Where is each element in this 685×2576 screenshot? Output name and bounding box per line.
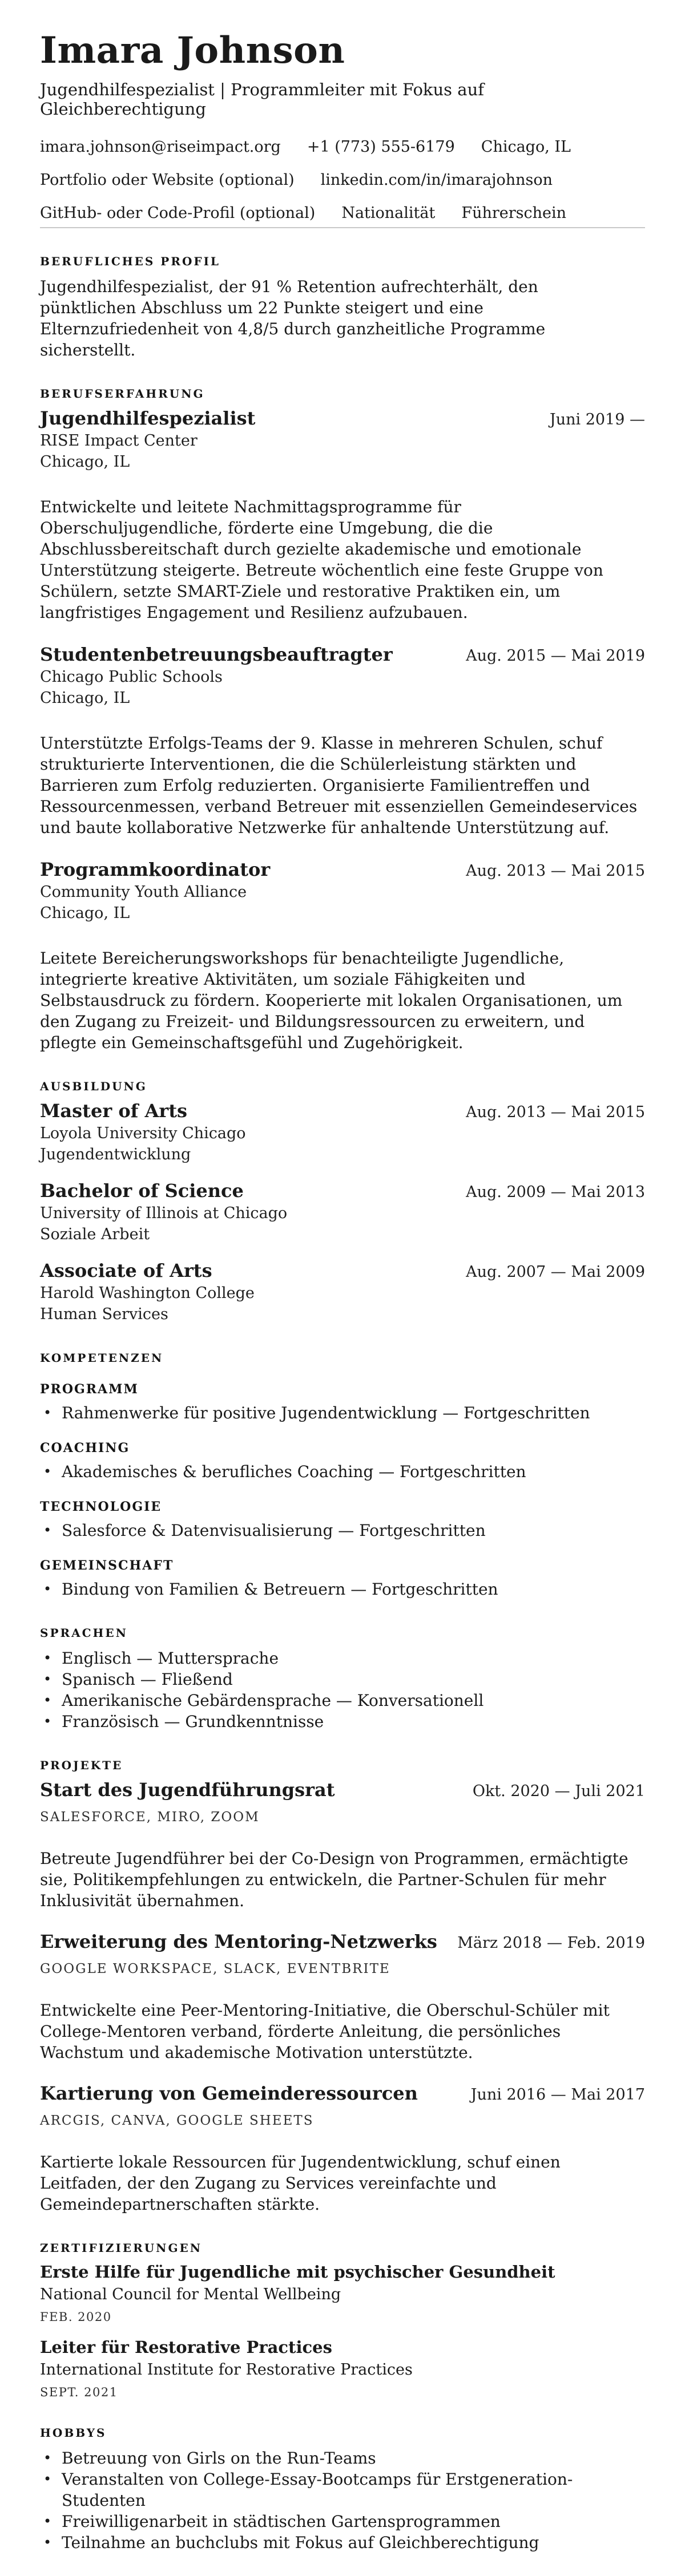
- contact-nationality: Nationalität: [341, 204, 436, 222]
- skill-group-name: COACHING: [40, 1441, 130, 1455]
- skill-group-name: PROGRAMM: [40, 1382, 139, 1397]
- skill-item: • Rahmenwerke für positive Jugendentwicklung — Fortgeschritten: [40, 1402, 645, 1424]
- certification-entry: [40, 2262, 645, 2324]
- education-entry-head: [40, 1180, 645, 1203]
- contact-github: GitHub- oder Code-Profil (optional): [40, 204, 316, 222]
- job-location: Chicago, IL: [40, 453, 130, 471]
- skill-group-list: [40, 1520, 645, 1541]
- certification-org: International Institute for Restorative Practices: [40, 2361, 413, 2379]
- job-company: Chicago Public Schools: [40, 668, 223, 686]
- profile-heading: BERUFLICHES PROFIL: [40, 254, 220, 268]
- job-description: Entwickelte und leitete Nachmittagsprogramme für Oberschuljugendliche, förderte eine Umgebung, die die Abschlussbereitschaft durch gezielte akademische und emotionale Unterstützung steigerte. Betreute wöchentlich eine feste Gruppe von Schülern, setzte SMART-Ziele und restorative Praktiken ein, um langfristiges Engagement und Resilienz aufzubauen.: [40, 498, 603, 622]
- hobbies-heading: HOBBYS: [40, 2426, 107, 2440]
- project-tools: GOOGLE WORKSPACE, SLACK, EVENTBRITE: [40, 1962, 390, 1976]
- degree-dates: Aug. 2009 — Mai 2013: [466, 1183, 645, 1201]
- contact-phone: +1 (773) 555-6179: [307, 138, 455, 156]
- certifications-heading: ZERTIFIZIERUNGEN: [40, 2241, 203, 2255]
- degree-title: Master of Arts: [40, 1100, 188, 1122]
- languages-heading: SPRACHEN: [40, 1626, 128, 1640]
- education-entry-head: [40, 1100, 645, 1123]
- contact-email: imara.johnson@riseimpact.org: [40, 138, 281, 156]
- person-headline: Jugendhilfespezialist | Programmleiter mit Fokus auf Gleichberechtigung: [40, 80, 484, 119]
- degree-field: Human Services: [40, 1305, 168, 1323]
- project-entry: [40, 1931, 645, 2063]
- project-title: Kartierung von Gemeinderessourcen: [40, 2082, 418, 2104]
- contact-drivers-license: Führerschein: [461, 204, 567, 222]
- project-tools: SALESFORCE, MIRO, ZOOM: [40, 1810, 260, 1825]
- job-location: Chicago, IL: [40, 904, 130, 922]
- skill-item: • Akademisches & berufliches Coaching — Fortgeschritten: [40, 1461, 645, 1482]
- job-entry: [40, 859, 645, 1053]
- job-entry-head: [40, 859, 645, 882]
- degree-title: Bachelor of Science: [40, 1180, 244, 1202]
- skill-group-list: [40, 1579, 645, 1600]
- job-title: Programmkoordinator: [40, 859, 271, 880]
- contact-row-1: [40, 138, 645, 156]
- contact-portfolio: Portfolio oder Website (optional): [40, 171, 295, 189]
- section-education: [40, 1079, 645, 1325]
- certification-title: Erste Hilfe für Jugendliche mit psychischer Gesundheit: [40, 2262, 555, 2282]
- contact-location: Chicago, IL: [481, 138, 571, 156]
- degree-field: Jugendentwicklung: [40, 1146, 191, 1163]
- section-skills: [40, 1351, 645, 1600]
- job-title: Studentenbetreuungsbeauftragter: [40, 644, 393, 665]
- section-hobbies: [40, 2426, 645, 2553]
- hobbies-list: [40, 2448, 645, 2553]
- project-entry-head: [40, 2082, 645, 2106]
- section-experience: [40, 387, 645, 1053]
- header-divider: [40, 227, 645, 228]
- job-dates: Aug. 2015 — Mai 2019: [466, 647, 645, 665]
- project-tools: ARCGIS, CANVA, GOOGLE SHEETS: [40, 2113, 314, 2128]
- section-languages: [40, 1626, 645, 1732]
- job-company: RISE Impact Center: [40, 432, 198, 450]
- language-item: • Englisch — Muttersprache: [40, 1648, 645, 1669]
- project-entry-head: [40, 1931, 645, 1954]
- hobby-item: • Teilnahme an buchclubs mit Fokus auf Gleichberechtigung: [40, 2532, 645, 2553]
- skill-item: • Bindung von Familien & Betreuern — Fortgeschritten: [40, 1579, 645, 1600]
- contact-linkedin: linkedin.com/in/imarajohnson: [320, 171, 553, 189]
- certification-date: SEPT. 2021: [40, 2385, 118, 2399]
- skill-group-name: TECHNOLOGIE: [40, 1499, 162, 1514]
- degree-dates: Aug. 2007 — Mai 2009: [466, 1263, 645, 1281]
- certification-title: Leiter für Restorative Practices: [40, 2338, 332, 2357]
- skills-heading: KOMPETENZEN: [40, 1351, 164, 1365]
- contact-row-2: [40, 171, 645, 189]
- degree-dates: Aug. 2013 — Mai 2015: [466, 1103, 645, 1121]
- job-description: Unterstützte Erfolgs-Teams der 9. Klasse in mehreren Schulen, schuf strukturierte Interventionen, die die Schülerleistung stärkten und Barrieren zum Erfolg reduzierten. Organisierte Familientreffen und Ressourcenmessen, verband Betreuer mit essenziellen Gemeindeservices und baute kollaborative Netzwerke für anhaltende Unterstützung auf.: [40, 734, 638, 837]
- hobby-item: • Veranstalten von College-Essay-Bootcamps für Erstgeneration-Studenten: [40, 2469, 645, 2511]
- education-entry-head: [40, 1260, 645, 1283]
- education-entry: [40, 1100, 645, 1165]
- profile-text: Jugendhilfespezialist, der 91 % Retention aufrechterhält, den pünktlichen Abschluss um 22 Punkte steigert und eine Elternzufriedenheit von 4,8/5 durch ganzheitliche Programme sicherstellt.: [40, 277, 546, 359]
- job-location: Chicago, IL: [40, 689, 130, 707]
- languages-list: [40, 1648, 645, 1732]
- project-title: Start des Jugendführungsrat: [40, 1779, 335, 1801]
- education-heading: AUSBILDUNG: [40, 1079, 147, 1093]
- education-entry: [40, 1180, 645, 1245]
- skill-group-list: [40, 1461, 645, 1482]
- project-entry-head: [40, 1779, 645, 1802]
- hobby-item: • Betreuung von Girls on the Run-Teams: [40, 2448, 645, 2469]
- project-description: Betreute Jugendführer bei der Co-Design von Programmen, ermächtigte sie, Politikempfehlungen zu entwickeln, die Partner-Schulen für mehr Inklusivität übernahmen.: [40, 1849, 628, 1910]
- hobby-item: • Freiwilligenarbeit in städtischen Gartensprogrammen: [40, 2511, 645, 2532]
- education-entry: [40, 1260, 645, 1325]
- job-entry-head: [40, 644, 645, 667]
- certification-date: FEB. 2020: [40, 2310, 112, 2324]
- skill-group-name: GEMEINSCHAFT: [40, 1558, 174, 1573]
- language-item: • Französisch — Grundkenntnisse: [40, 1711, 645, 1732]
- experience-heading: BERUFSERFAHRUNG: [40, 387, 205, 401]
- job-dates: Aug. 2013 — Mai 2015: [466, 862, 645, 880]
- degree-school: Loyola University Chicago: [40, 1125, 246, 1142]
- skill-group-list: [40, 1402, 645, 1424]
- job-entry-head: [40, 407, 645, 431]
- job-dates: Juni 2019 —: [549, 411, 645, 428]
- project-dates: Okt. 2020 — Juli 2021: [472, 1782, 645, 1800]
- degree-field: Soziale Arbeit: [40, 1226, 150, 1243]
- job-entry: [40, 407, 645, 623]
- person-name: Imara Johnson: [40, 29, 345, 72]
- certification-entry: [40, 2337, 645, 2400]
- project-entry: [40, 2082, 645, 2215]
- job-description: Leitete Bereicherungsworkshops für benachteiligte Jugendliche, integrierte kreative Aktivitäten, um soziale Fähigkeiten und Selbstausdruck zu fördern. Kooperierte mit lokalen Organisationen, um den Zugang zu Freizeit- und Bildungsressourcen zu erweitern, und pflegte ein Gemeinschaftsgefühl und Zugehörigkeit.: [40, 949, 623, 1052]
- job-title: Jugendhilfespezialist: [40, 407, 256, 429]
- project-description: Kartierte lokale Ressourcen für Jugendentwicklung, schuf einen Leitfaden, der den Zugang zu Services vereinfachte und Gemeindepartnerschaften stärkte.: [40, 2153, 561, 2214]
- skill-item: • Salesforce & Datenvisualisierung — Fortgeschritten: [40, 1520, 645, 1541]
- contact-row-3: [40, 204, 645, 223]
- degree-school: Harold Washington College: [40, 1284, 255, 1302]
- project-title: Erweiterung des Mentoring-Netzwerks: [40, 1931, 437, 1952]
- section-projects: [40, 1758, 645, 2215]
- certification-org: National Council for Mental Wellbeing: [40, 2286, 341, 2303]
- language-item: • Spanisch — Fließend: [40, 1669, 645, 1690]
- project-description: Entwickelte eine Peer-Mentoring-Initiative, die Oberschul-Schüler mit College-Mentoren verband, förderte Anleitung, die persönliches Wachstum und akademische Motivation unterstützte.: [40, 2001, 610, 2062]
- degree-school: University of Illinois at Chicago: [40, 1204, 288, 1222]
- degree-title: Associate of Arts: [40, 1260, 212, 1281]
- project-entry: [40, 1779, 645, 1911]
- section-certifications: [40, 2241, 645, 2400]
- job-entry: [40, 644, 645, 838]
- project-dates: Juni 2016 — Mai 2017: [470, 2086, 645, 2104]
- project-dates: März 2018 — Feb. 2019: [457, 1934, 645, 1952]
- section-profile: [40, 254, 645, 361]
- resume-header: [40, 29, 645, 228]
- job-company: Community Youth Alliance: [40, 883, 247, 901]
- language-item: • Amerikanische Gebärdensprache — Konversationell: [40, 1690, 645, 1711]
- projects-heading: PROJEKTE: [40, 1758, 123, 1772]
